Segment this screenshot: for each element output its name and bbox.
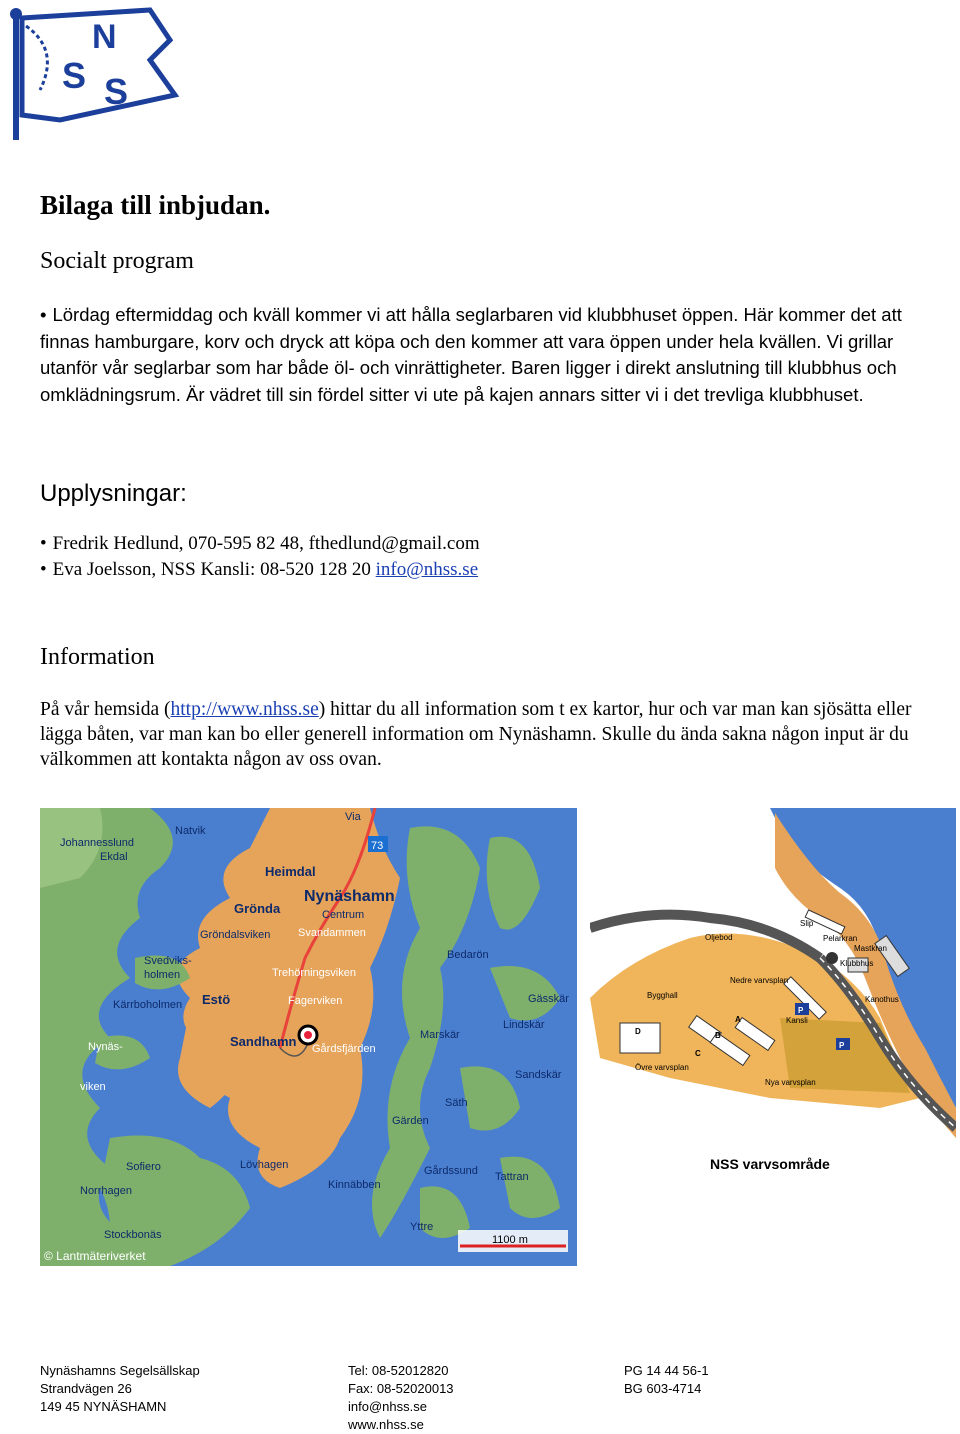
map-label: Centrum — [322, 909, 365, 921]
footer-line: Tel: 08-52012820 — [348, 1363, 449, 1378]
yard-label: B — [715, 1031, 721, 1040]
document-title: Bilaga till inbjudan. — [40, 190, 271, 220]
contacts-heading: Upplysningar: — [40, 480, 187, 507]
yard-label: Övre varvsplan — [635, 1063, 689, 1072]
nss-logo — [0, 0, 186, 148]
yard-label: Kanothus — [865, 995, 899, 1004]
map-label: Nynäshamn — [304, 888, 395, 905]
footer-line: Nynäshamns Segelsällskap — [40, 1363, 200, 1378]
social-paragraph — [40, 302, 920, 408]
map-label: Kärrboholmen — [113, 999, 183, 1011]
footer-payment — [624, 1362, 709, 1398]
map-label: Svandammen — [298, 927, 366, 939]
contact-email-link[interactable]: info@nhss.se — [375, 559, 479, 580]
map-label: Gårdssund — [424, 1165, 478, 1177]
map-label: Lindskär — [503, 1019, 545, 1031]
contact-text: Eva Joelsson, NSS Kansli: 08-520 128 20 — [52, 559, 376, 580]
map-label: Ekdal — [100, 851, 128, 863]
map-label: Sofiero — [126, 1161, 161, 1173]
route-label: 73 — [371, 840, 384, 852]
map-label: viken — [80, 1081, 106, 1093]
map-label: Gässkär — [528, 993, 569, 1005]
scale-label: 1100 m — [492, 1234, 528, 1246]
yard-label: P — [839, 1041, 845, 1050]
map-label: Fagerviken — [288, 995, 343, 1007]
contact-item — [40, 531, 480, 557]
logo-letter-s1: S — [62, 55, 87, 96]
map-label: Norrhagen — [80, 1185, 132, 1197]
yard-label: Nya varvsplan — [765, 1078, 816, 1087]
footer-contact — [348, 1362, 454, 1434]
crane-icon — [826, 952, 838, 964]
social-heading: Socialt program — [40, 248, 194, 274]
map-label: Tattran — [495, 1171, 529, 1183]
map-label: Estö — [202, 992, 231, 1007]
map-label: Svedviks- — [144, 955, 192, 967]
yard-label: Nedre varvsplan — [730, 976, 789, 985]
map-label: Via — [345, 811, 361, 823]
map-label: Marskär — [420, 1029, 460, 1041]
info-heading: Information — [40, 644, 155, 670]
footer-line: Fax: 08-52020013 — [348, 1381, 454, 1396]
website-link[interactable]: http://www.nhss.se — [170, 699, 319, 720]
map-label: Johannesslund — [60, 837, 135, 849]
map-label: Gröndalsviken — [200, 929, 271, 941]
map-label: Bedarön — [447, 949, 489, 961]
logo-letter-n: N — [92, 18, 117, 56]
yard-label: A — [735, 1015, 741, 1024]
footer-line: 149 45 NYNÄSHAMN — [40, 1399, 167, 1414]
yard-label: C — [695, 1049, 701, 1058]
map-label: Heimdal — [265, 864, 316, 879]
footer-line: PG 14 44 56-1 — [624, 1363, 709, 1378]
footer-address — [40, 1362, 200, 1416]
map-label: Säth — [445, 1097, 468, 1109]
copyright-label: © Lantmäteriverket — [44, 1249, 146, 1263]
area-map — [40, 808, 577, 1266]
footer-email[interactable]: info@nhss.se — [348, 1399, 427, 1414]
boatyard-map — [590, 808, 956, 1178]
map-label: Kinnäbben — [328, 1179, 381, 1191]
map-label: Gärden — [392, 1115, 429, 1127]
yard-label: Bygghall — [647, 991, 678, 1000]
info-text-start: På vår hemsida ( — [40, 699, 171, 720]
social-text: Lördag eftermiddag och kväll kommer vi att hålla seglarbaren vid klubbhuset öppen. Här kommer det att finnas hamburgare, korv och dryck att köpa och den kommer att vara öppen under hela kvällen. Vi grillar utanför vår seglarbar som har både öl- och vinrättigheter. Baren ligger i direkt anslutning till klubbhus och omklädningsrum. Är vädret till sin fördel sitter vi ute på kajen annars sitter vi i det trevliga klubbhuset. — [40, 304, 902, 405]
yard-label: Slip — [800, 919, 814, 928]
yard-label: P — [798, 1006, 804, 1015]
map-label: holmen — [144, 969, 181, 981]
yard-label: Kansli — [786, 1016, 808, 1025]
footer-website[interactable]: www.nhss.se — [348, 1417, 424, 1432]
contacts-list — [40, 531, 480, 583]
map-label: Sandhamn — [230, 1034, 297, 1049]
footer-line: BG 603-4714 — [624, 1381, 702, 1396]
info-paragraph — [40, 697, 940, 772]
map-label: Trehörningsviken — [272, 967, 356, 979]
map-label: Lövhagen — [240, 1159, 289, 1171]
yard-label: D — [635, 1027, 641, 1036]
contact-item — [40, 557, 480, 583]
info-text-end: ) hittar du all information som t ex kartor, hur och var man kan sjösätta eller lägga båten, var man kan bo eller generell information om Nynäshamn. Skulle du ända sakna någon input är du välkommen att kontakta någon av oss ovan. — [40, 699, 912, 770]
yard-label: Pelarkran — [823, 934, 858, 943]
logo-letter-s2: S — [104, 71, 129, 112]
footer-line: Strandvägen 26 — [40, 1381, 132, 1396]
yard-label: Klubbhus — [840, 959, 874, 968]
contact-text: Fredrik Hedlund, 070-595 82 48, fthedlund@gmail.com — [52, 533, 480, 554]
yard-label: Mastkran — [854, 944, 887, 953]
map-label: Stockbonäs — [104, 1229, 162, 1241]
map-label: Natvik — [175, 825, 206, 837]
map-label: Yttre — [410, 1221, 434, 1233]
map-label: Sandskär — [515, 1069, 562, 1081]
yard-label: Oljebod — [705, 933, 733, 942]
bullet-marker — [40, 304, 52, 325]
map-label: Grönda — [234, 901, 281, 916]
yard-caption: NSS varvsområde — [710, 1156, 830, 1172]
map-label: Gårdsfjärden — [312, 1043, 376, 1055]
map-label: Nynäs- — [88, 1041, 123, 1053]
